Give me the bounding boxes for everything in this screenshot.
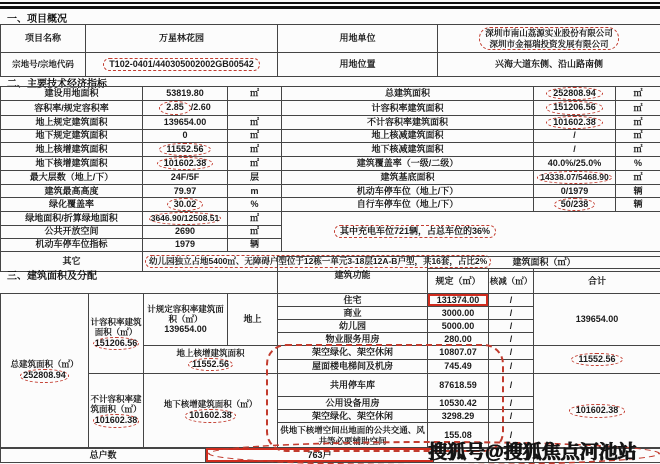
below-ground-bonus-cell: 地下核增建筑面积（㎡） 101602.38	[144, 374, 278, 449]
indicator-label: 机动车停车位（地上/下）	[282, 184, 534, 197]
parcel-code-label: 宗地号/宗地代码	[1, 53, 86, 77]
indicator-value: 252808.94	[534, 87, 616, 101]
reduced-cell: /	[489, 294, 534, 307]
reduced-cell: /	[489, 410, 534, 423]
unit-cell: ㎡	[616, 87, 660, 101]
indicator-value: 1979	[143, 238, 228, 251]
land-user-value	[438, 25, 660, 53]
unit-cell: ㎡	[228, 87, 282, 101]
watermark-text: 搜狐号@搜狐焦点河池站	[428, 442, 637, 463]
specified-cell: 155.08	[428, 423, 489, 449]
function-header: 建筑功能	[278, 257, 428, 294]
total-header: 合计	[534, 269, 660, 294]
function-cell: 供地下核增空间出地面的公共交通、风井等必要辅助空间	[278, 423, 428, 449]
total-cell: 101602.38	[534, 374, 660, 449]
total-cell: 139654.00	[534, 294, 660, 346]
indicator-label: 不计容积率建筑面积	[282, 115, 534, 129]
location-value: 兴海大道东侧、沿山路南侧	[438, 53, 660, 77]
indicator-value: /	[534, 142, 616, 156]
reduced-cell: /	[489, 320, 534, 333]
specified-cell: 3298.29	[428, 410, 489, 423]
reduced-cell: /	[489, 374, 534, 397]
section1-title: 一、项目概况	[7, 14, 67, 25]
specified-cell: 131374.00	[428, 294, 489, 307]
land-user-company-2: 深圳市金福瑞投资发展有限公司	[489, 38, 609, 49]
indicator-label: 容积率/规定容积率	[1, 101, 143, 115]
indicator-label: 绿化覆盖率	[1, 197, 143, 211]
specified-cell: 10530.42	[428, 397, 489, 410]
table-row	[1, 171, 660, 185]
project-overview-table	[0, 24, 660, 77]
table-row	[1, 212, 660, 226]
indicator-value: 151206.56	[534, 101, 616, 115]
indicator-value: 14338.07/5468.90	[534, 171, 616, 185]
indicator-label: 最大层数（地上/下）	[1, 171, 143, 185]
indicator-label: 计容积率建筑面积	[282, 101, 534, 115]
unit-cell: m	[228, 184, 282, 197]
table-row	[1, 142, 660, 156]
unit-cell: 辆	[616, 184, 660, 197]
indicator-value: 101602.38	[534, 115, 616, 129]
area-header: 建筑面积（㎡）	[428, 257, 660, 269]
project-name-value: 万星林花园	[86, 25, 278, 53]
indicator-label: 绿地面积/折算绿地面积	[1, 212, 143, 226]
indicator-label: 地上核减建筑面积	[282, 129, 534, 142]
table-row	[1, 257, 660, 269]
indicator-label: 地上核增建筑面积	[1, 142, 143, 156]
section2-title: 二、主要技术经济指标	[7, 79, 107, 90]
indicator-label: 建筑基底面积	[282, 171, 534, 185]
table-row	[1, 115, 660, 129]
indicator-label: 地下规定建筑面积	[1, 129, 143, 142]
total-cell: 11552.56	[534, 346, 660, 374]
parcel-code-value: T102-0401/440305002002GB00542	[86, 53, 278, 77]
other-label: 其它	[1, 251, 143, 271]
indicator-label: 地下核减建筑面积	[282, 142, 534, 156]
technical-indicators-table	[0, 86, 660, 272]
unit-cell: %	[228, 197, 282, 211]
table-row	[1, 129, 660, 142]
indicator-value: 0/1979	[534, 184, 616, 197]
land-user-label: 用地单位	[278, 25, 438, 53]
indicator-label: 总建筑面积	[282, 87, 534, 101]
function-cell: 物业服务用房	[278, 333, 428, 346]
reduced-cell: /	[489, 423, 534, 449]
specified-cell: 745.49	[428, 360, 489, 374]
unit-cell: %	[616, 157, 660, 171]
reduced-cell: /	[489, 333, 534, 346]
indicator-value: 101602.38	[143, 157, 228, 171]
table-row	[1, 53, 660, 77]
unit-cell: ㎡	[228, 225, 282, 238]
indicator-value: 11552.56	[143, 142, 228, 156]
function-cell: 共用停车库	[278, 374, 428, 397]
reduced-cell: /	[489, 360, 534, 374]
table-row	[1, 157, 660, 171]
function-cell: 幼儿园	[278, 320, 428, 333]
unit-cell: 层	[228, 171, 282, 185]
specified-cell: 3000.00	[428, 307, 489, 320]
indicator-value: 24F/5F	[143, 171, 228, 185]
function-cell: 商业	[278, 307, 428, 320]
unit-cell: ㎡	[616, 142, 660, 156]
location-label: 用地位置	[278, 53, 438, 77]
indicator-label: 建筑覆盖率（一级/二级）	[282, 157, 534, 171]
function-cell: 架空绿化、架空休闲	[278, 346, 428, 360]
unit-cell: ㎡	[228, 157, 282, 171]
indicator-label: 机动车停车位指标	[1, 238, 143, 251]
indicator-value: 79.97	[143, 184, 228, 197]
specified-cell: 87618.59	[428, 374, 489, 397]
area-allocation-table	[0, 256, 660, 449]
project-name-label: 项目名称	[1, 25, 86, 53]
header-spacer	[1, 257, 278, 294]
indicator-value: 40.0%/25.0%	[534, 157, 616, 171]
specified-cell: 5000.00	[428, 320, 489, 333]
unit-cell: ㎡	[228, 129, 282, 142]
specified-header: 规定（㎡）	[428, 269, 489, 294]
unit-cell: ㎡	[616, 129, 660, 142]
indicator-value: 30.02	[143, 197, 228, 211]
function-cell: 公用设备用房	[278, 397, 428, 410]
section3-title: 三、建筑面积及分配	[7, 271, 97, 282]
table-row	[1, 197, 660, 211]
function-cell: 屋面楼电梯间及机房	[278, 360, 428, 374]
indicator-value: 50/238	[534, 197, 616, 211]
indicator-label: 建筑最高高度	[1, 184, 143, 197]
far-area-cell: 计容积率建筑面积（㎡） 151206.56	[89, 294, 144, 374]
indicator-value: 3646.90/12508.51	[143, 212, 228, 226]
table-row	[1, 87, 660, 101]
indicator-value: 2690	[143, 225, 228, 238]
function-cell: 住宅	[278, 294, 428, 307]
table-row	[1, 101, 660, 115]
households-label: 总户数	[1, 448, 206, 463]
unit-cell: ㎡	[228, 115, 282, 129]
table-row	[1, 374, 660, 397]
specified-cell: 10807.07	[428, 346, 489, 360]
indicator-label: 建设用地面积	[1, 87, 143, 101]
charging-spaces-note: 其中充电车位721辆，占总车位的36%	[282, 212, 660, 252]
table-row	[1, 25, 660, 53]
unit-cell: ㎡	[228, 142, 282, 156]
unit-cell: 辆	[228, 238, 282, 251]
indicator-label: 公共开放空间	[1, 225, 143, 238]
indicator-value: 0	[143, 129, 228, 142]
specified-cell: 280.00	[428, 333, 489, 346]
households-value: 763户	[206, 448, 434, 463]
indicator-value: 53819.80	[143, 87, 228, 101]
above-ground-cell: 地上	[228, 294, 278, 346]
indicator-value: 2.85 /2.60	[143, 101, 228, 115]
unit-cell: ㎡	[228, 212, 282, 226]
reduced-header: 核减（㎡）	[489, 269, 534, 294]
reduced-cell: /	[489, 346, 534, 360]
indicator-label: 自行车停车位（地上/下）	[282, 197, 534, 211]
indicator-label: 地下核增建筑面积	[1, 157, 143, 171]
table-row	[1, 184, 660, 197]
specified-far-area-cell: 计规定容积率建筑面积（㎡） 139654.00	[144, 294, 228, 346]
indicator-value: /	[534, 129, 616, 142]
land-user-company-1: 深圳市南山荔源实业股份有限公司	[485, 27, 613, 38]
gross-floor-area-cell: 总建筑面积（㎡） 252808.94	[1, 294, 89, 449]
unit-cell: ㎡	[616, 101, 660, 115]
unit-cell: ㎡	[616, 171, 660, 185]
reduced-cell: /	[489, 307, 534, 320]
other-remarks: 幼儿园独立占地5400㎡、无障碍户型位于12栋一单元3-18层12A-B户型，共16套，占比2%	[143, 251, 660, 271]
indicator-value: 139654.00	[143, 115, 228, 129]
indicator-label: 地上规定建筑面积	[1, 115, 143, 129]
table-row	[1, 294, 660, 307]
non-far-area-cell: 不计容积率建筑面积（㎡） 101602.38	[89, 374, 144, 449]
function-cell: 架空绿化、架空休闲	[278, 410, 428, 423]
top-rule-2	[0, 6, 660, 9]
unit-cell: ㎡	[616, 115, 660, 129]
reduced-cell: /	[489, 397, 534, 410]
top-rule-1	[0, 2, 660, 4]
unit-cell	[228, 101, 282, 115]
above-ground-bonus-cell: 地上核增建筑面积 11552.56	[144, 346, 278, 374]
unit-cell: 辆	[616, 197, 660, 211]
